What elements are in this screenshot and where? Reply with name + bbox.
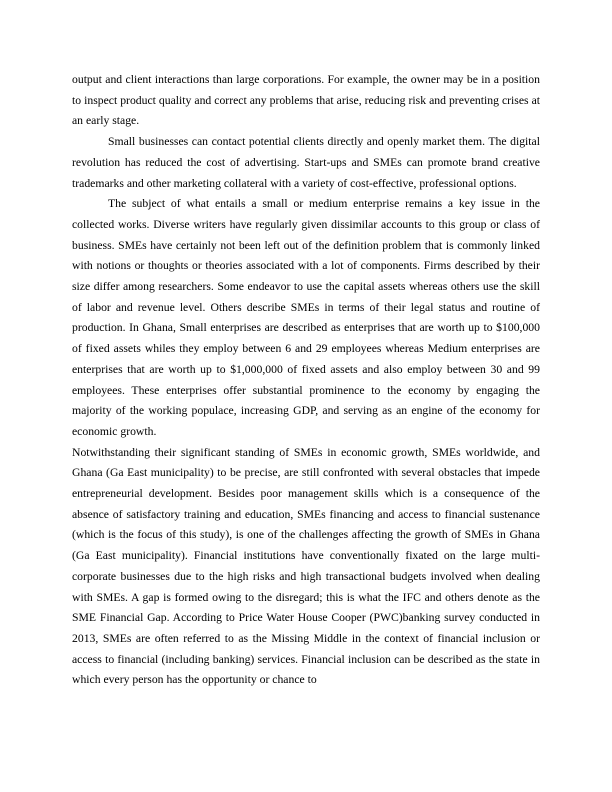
paragraph-1: output and client interactions than large corporations. For example, the owner may be in a position to inspect product quality and correct any problems that arise, reducing risk and preventing crises at an early stage. <box>72 73 540 128</box>
paragraph-3: The subject of what entails a small or medium enterprise remains a key issue in the collected works. Diverse writers have regularly given dissimilar accounts to this group or class of business. SMEs have certainly not been left out of the definition problem that is commonly linked with notions or thoughts or theories associated with a lot of components. Firms described by their size differ among researchers. Some endeavor to use the capital assets whereas others use the skill of labor and revenue level. Others describe SMEs in terms of their legal status and routine of production. In Ghana, Small enterprises are described as enterprises that are worth up to $100,000 of fixed assets whiles they employ between 6 and 29 employees whereas Medium enterprises are enterprises that are worth up to $1,000,000 of fixed assets and also employ between 30 and 99 employees. These enterprises offer substantial prominence to the economy by engaging the majority of the working populace, increasing GDP, and serving as an engine of the economy for economic growth. <box>72 197 540 438</box>
paragraph-4: Notwithstanding their significant standing of SMEs in economic growth, SMEs worldwide, and Ghana (Ga East municipality) to be precise, are still confronted with several obstacles that impede entrepreneurial development. Besides poor management skills which is a consequence of the absence of satisfactory training and education, SMEs financing and access to financial sustenance (which is the focus of this study), is one of the challenges affecting the growth of SMEs in Ghana (Ga East municipality). Financial institutions have conventionally fixated on the large multi-corporate businesses due to the high risks and high transactional budgets involved when dealing with SMEs. A gap is formed owing to the disregard; this is what the IFC and others denote as the SME Financial Gap. According to Price Water House Cooper (PWC)banking survey conducted in 2013, SMEs are often referred to as the Missing Middle in the context of financial inclusion or access to financial (including banking) services. Financial inclusion can be described as the state in which every person has the opportunity or chance to <box>72 445 540 687</box>
document-body <box>72 70 540 691</box>
paragraph-2: Small businesses can contact potential clients directly and openly market them. The digital revolution has reduced the cost of advertising. Start-ups and SMEs can promote brand creative trademarks and other marketing collateral with a variety of cost-effective, professional options. <box>72 135 540 190</box>
